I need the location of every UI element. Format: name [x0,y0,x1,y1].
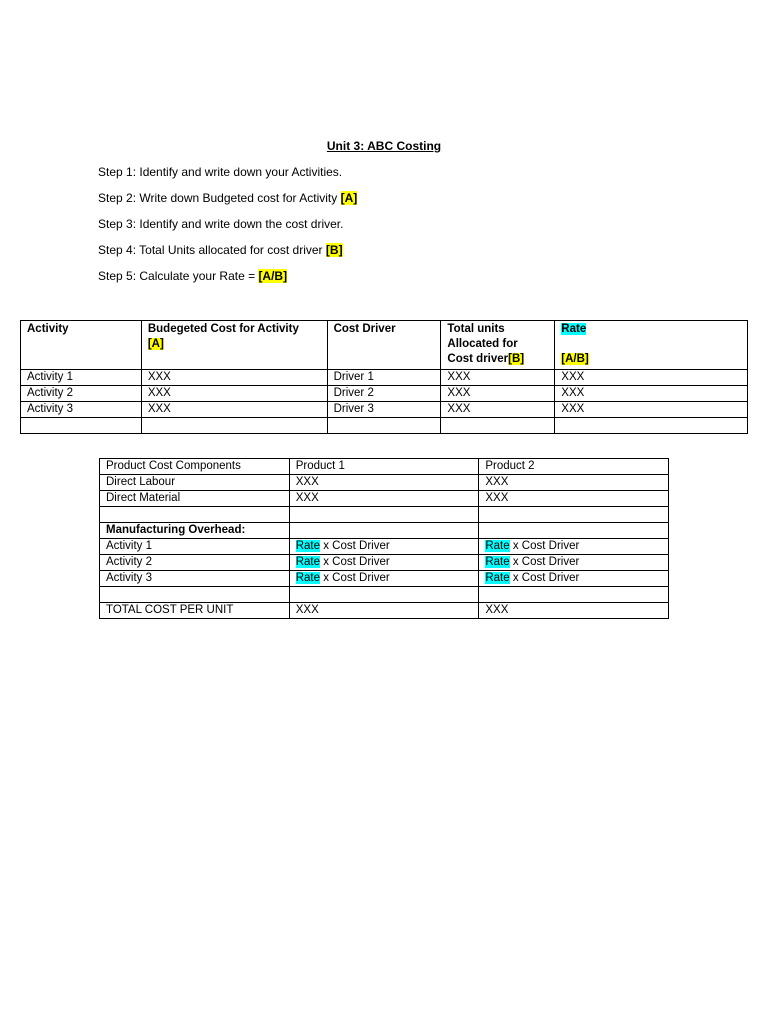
rate-formula-p1 [289,555,479,571]
direct-labour-p1: XXX [289,475,479,491]
rate-suffix: x Cost Driver [320,556,390,568]
direct-material-p2: XXX [479,491,669,507]
header-product-1: Product 1 [289,459,479,475]
overhead-activity-label: Activity 1 [100,539,290,555]
rate-formula-p1 [289,571,479,587]
blank-cell [479,507,669,523]
step-2-text: Step 2: Write down Budgeted cost for Activity [98,191,338,205]
rate-suffix: x Cost Driver [509,556,580,568]
cell-units: XXX [441,370,555,386]
rate-word: Rate [295,540,321,552]
step-4-tag: [B] [325,243,343,257]
step-3 [98,216,357,242]
cell-units: XXX [441,386,555,402]
cell-driver: Driver 2 [327,386,441,402]
direct-labour-row [100,475,669,491]
cell-rate: XXX [555,370,748,386]
step-2-tag: [A] [340,191,358,205]
blank-row [100,507,669,523]
step-5-text: Step 5: Calculate your Rate = [98,269,256,283]
header-cost-driver-text: Cost Driver [333,323,396,335]
header-budgeted-cost [141,321,327,370]
cell-driver: Driver 1 [327,370,441,386]
total-p2: XXX [479,603,669,619]
cell-cost: XXX [141,386,327,402]
overhead-row [100,523,669,539]
header-total-units-line3: Cost driver [447,353,509,365]
cell-units: XXX [441,402,555,418]
overhead-activity-label: Activity 3 [100,571,290,587]
step-4-text: Step 4: Total Units allocated for cost driver [98,243,323,257]
blank-cell [289,523,479,539]
header-rate [555,321,748,370]
step-5 [98,268,357,294]
rate-word: Rate [485,572,510,584]
blank-cell [479,523,669,539]
header-total-units-tag: [B] [508,353,525,365]
overhead-activity-row [100,571,669,587]
overhead-label: Manufacturing Overhead: [100,523,290,539]
step-3-text: Step 3: Identify and write down the cost driver. [98,217,344,231]
direct-labour-label: Direct Labour [100,475,290,491]
rate-word: Rate [485,556,510,568]
blank-cell [100,587,290,603]
table-row [21,370,748,386]
blank-cell [289,587,479,603]
direct-material-p1: XXX [289,491,479,507]
header-budgeted-cost-text: Budegeted Cost for Activity [147,323,299,335]
rate-word: Rate [485,540,510,552]
rate-formula-p1 [289,539,479,555]
total-row [100,603,669,619]
header-components: Product Cost Components [100,459,290,475]
rate-suffix: x Cost Driver [320,540,390,552]
blank-cell [289,507,479,523]
rate-word: Rate [295,572,321,584]
steps-list [98,164,357,294]
cell-activity: Activity 1 [21,370,142,386]
rate-suffix: x Cost Driver [509,572,580,584]
header-cost-driver [327,321,441,370]
rate-formula-p2 [479,555,669,571]
total-label: TOTAL COST PER UNIT [100,603,290,619]
overhead-activity-row [100,539,669,555]
blank-cell [479,587,669,603]
header-rate-text: Rate [561,323,587,335]
product-cost-table [99,458,669,619]
overhead-activity-row [100,555,669,571]
cell-activity: Activity 2 [21,386,142,402]
cell-activity: Activity 3 [21,402,142,418]
activity-table-header [21,321,748,370]
header-activity [21,321,142,370]
blank-cell [327,418,441,434]
product-table-header [100,459,669,475]
rate-suffix: x Cost Driver [320,572,390,584]
header-total-units [441,321,555,370]
blank-cell [141,418,327,434]
rate-formula-p2 [479,539,669,555]
blank-cell [441,418,555,434]
cell-driver: Driver 3 [327,402,441,418]
blank-row [100,587,669,603]
step-5-tag: [A/B] [258,269,288,283]
direct-material-row [100,491,669,507]
rate-formula-p2 [479,571,669,587]
activity-rate-table [20,320,748,434]
rate-word: Rate [295,556,321,568]
step-1-text: Step 1: Identify and write down your Activities. [98,165,343,179]
blank-cell [555,418,748,434]
header-total-units-line1: Total units [447,323,505,335]
step-1 [98,164,357,190]
blank-cell [21,418,142,434]
header-rate-tag: [A/B] [561,353,589,365]
cell-cost: XXX [141,402,327,418]
total-p1: XXX [289,603,479,619]
blank-cell [100,507,290,523]
cell-cost: XXX [141,370,327,386]
step-2 [98,190,357,216]
blank-row [21,418,748,434]
table-row [21,386,748,402]
cell-rate: XXX [555,386,748,402]
header-budgeted-cost-tag: [A] [147,338,164,350]
rate-suffix: x Cost Driver [509,540,580,552]
document-title: Unit 3: ABC Costing [326,139,442,153]
step-4 [98,242,357,268]
direct-labour-p2: XXX [479,475,669,491]
header-activity-text: Activity [27,323,69,335]
header-product-2: Product 2 [479,459,669,475]
overhead-activity-label: Activity 2 [100,555,290,571]
table-row [21,402,748,418]
cell-rate: XXX [555,402,748,418]
direct-material-label: Direct Material [100,491,290,507]
header-total-units-line2: Allocated for [447,338,518,350]
